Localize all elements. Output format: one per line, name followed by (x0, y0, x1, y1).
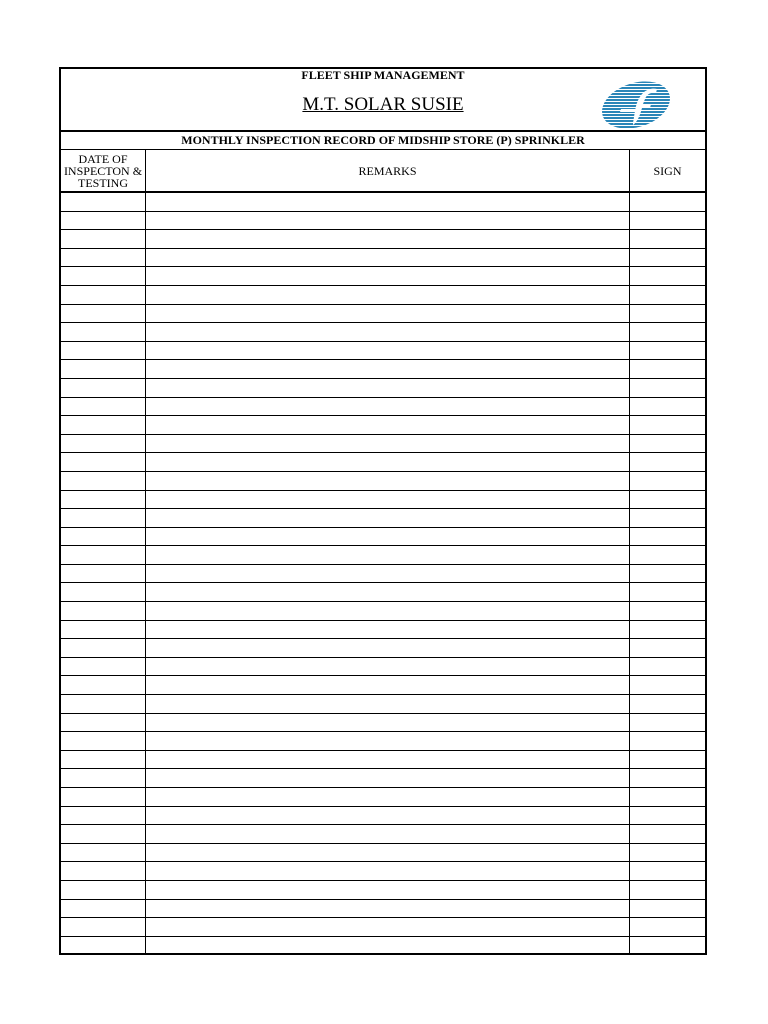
date-cell[interactable] (61, 788, 146, 806)
date-cell[interactable] (61, 267, 146, 285)
date-cell[interactable] (61, 769, 146, 787)
date-cell[interactable] (61, 881, 146, 899)
remarks-cell[interactable] (146, 844, 630, 862)
remarks-cell[interactable] (146, 751, 630, 769)
record-title: MONTHLY INSPECTION RECORD OF MIDSHIP STORE (P) SPRINKLER (61, 132, 705, 150)
remarks-cell[interactable] (146, 342, 630, 360)
table-row (61, 769, 705, 788)
date-cell[interactable] (61, 732, 146, 750)
table-row (61, 509, 705, 528)
table-row (61, 193, 705, 212)
sign-cell[interactable] (630, 286, 705, 304)
table-row (61, 342, 705, 361)
sign-cell[interactable] (630, 658, 705, 676)
date-cell[interactable] (61, 528, 146, 546)
column-header-date: DATE OF INSPECTON & TESTING (61, 150, 146, 193)
sign-cell[interactable] (630, 360, 705, 378)
date-cell[interactable] (61, 472, 146, 490)
date-cell[interactable] (61, 807, 146, 825)
date-cell[interactable] (61, 900, 146, 918)
remarks-cell[interactable] (146, 695, 630, 713)
sign-cell[interactable] (630, 732, 705, 750)
date-cell[interactable] (61, 862, 146, 880)
sign-cell[interactable] (630, 769, 705, 787)
table-row (61, 472, 705, 491)
remarks-cell[interactable] (146, 807, 630, 825)
sign-cell[interactable] (630, 621, 705, 639)
remarks-cell[interactable] (146, 305, 630, 323)
table-row (61, 881, 705, 900)
sign-cell[interactable] (630, 695, 705, 713)
company-name: FLEET SHIP MANAGEMENT (301, 68, 465, 82)
remarks-cell[interactable] (146, 230, 630, 248)
remarks-cell[interactable] (146, 379, 630, 397)
remarks-cell[interactable] (146, 602, 630, 620)
sign-cell[interactable] (630, 807, 705, 825)
sign-cell[interactable] (630, 528, 705, 546)
date-cell[interactable] (61, 398, 146, 416)
sign-cell[interactable] (630, 193, 705, 211)
remarks-cell[interactable] (146, 639, 630, 657)
remarks-cell[interactable] (146, 528, 630, 546)
record-rows (61, 193, 705, 955)
sign-cell[interactable] (630, 602, 705, 620)
table-row (61, 435, 705, 454)
sign-cell[interactable] (630, 714, 705, 732)
date-cell[interactable] (61, 360, 146, 378)
fleet-f-logo-icon (599, 79, 673, 131)
sign-cell[interactable] (630, 844, 705, 862)
remarks-cell[interactable] (146, 732, 630, 750)
table-row (61, 900, 705, 919)
inspection-record-sheet (59, 67, 707, 955)
date-cell[interactable] (61, 658, 146, 676)
column-header-remarks: REMARKS (146, 150, 630, 193)
sign-cell[interactable] (630, 342, 705, 360)
sign-cell[interactable] (630, 416, 705, 434)
date-cell[interactable] (61, 825, 146, 843)
table-row (61, 360, 705, 379)
sign-cell[interactable] (630, 435, 705, 453)
remarks-cell[interactable] (146, 769, 630, 787)
sign-cell[interactable] (630, 881, 705, 899)
sign-cell[interactable] (630, 212, 705, 230)
date-cell[interactable] (61, 751, 146, 769)
sign-cell[interactable] (630, 788, 705, 806)
sign-cell[interactable] (630, 230, 705, 248)
sign-cell[interactable] (630, 825, 705, 843)
table-row (61, 212, 705, 231)
sign-cell[interactable] (630, 305, 705, 323)
remarks-cell[interactable] (146, 491, 630, 509)
table-row (61, 230, 705, 249)
table-row (61, 249, 705, 268)
date-cell[interactable] (61, 695, 146, 713)
date-cell[interactable] (61, 583, 146, 601)
remarks-cell[interactable] (146, 435, 630, 453)
table-row (61, 937, 705, 956)
table-row (61, 602, 705, 621)
remarks-cell[interactable] (146, 249, 630, 267)
remarks-cell[interactable] (146, 881, 630, 899)
table-row (61, 844, 705, 863)
date-cell[interactable] (61, 435, 146, 453)
date-cell[interactable] (61, 453, 146, 471)
table-row (61, 695, 705, 714)
date-cell[interactable] (61, 323, 146, 341)
sign-cell[interactable] (630, 900, 705, 918)
sign-cell[interactable] (630, 862, 705, 880)
remarks-cell[interactable] (146, 937, 630, 956)
date-cell[interactable] (61, 602, 146, 620)
date-cell[interactable] (61, 342, 146, 360)
sign-cell[interactable] (630, 267, 705, 285)
date-cell[interactable] (61, 212, 146, 230)
sign-cell[interactable] (630, 472, 705, 490)
sign-cell[interactable] (630, 751, 705, 769)
table-row (61, 379, 705, 398)
remarks-cell[interactable] (146, 323, 630, 341)
date-cell[interactable] (61, 621, 146, 639)
remarks-cell[interactable] (146, 583, 630, 601)
sign-cell[interactable] (630, 509, 705, 527)
sign-cell[interactable] (630, 918, 705, 936)
remarks-cell[interactable] (146, 565, 630, 583)
remarks-cell[interactable] (146, 360, 630, 378)
table-row (61, 788, 705, 807)
date-cell[interactable] (61, 193, 146, 211)
date-cell[interactable] (61, 230, 146, 248)
sign-cell[interactable] (630, 937, 705, 956)
table-row (61, 453, 705, 472)
date-cell[interactable] (61, 491, 146, 509)
table-row (61, 807, 705, 826)
table-row (61, 658, 705, 677)
remarks-cell[interactable] (146, 472, 630, 490)
date-cell[interactable] (61, 676, 146, 694)
date-cell[interactable] (61, 509, 146, 527)
sign-cell[interactable] (630, 323, 705, 341)
table-row (61, 714, 705, 733)
remarks-cell[interactable] (146, 453, 630, 471)
table-row (61, 825, 705, 844)
table-row (61, 639, 705, 658)
table-row (61, 751, 705, 770)
table-row (61, 918, 705, 937)
table-row (61, 267, 705, 286)
remarks-cell[interactable] (146, 267, 630, 285)
table-row (61, 305, 705, 324)
remarks-cell[interactable] (146, 918, 630, 936)
remarks-cell[interactable] (146, 212, 630, 230)
table-row (61, 528, 705, 547)
table-row (61, 862, 705, 881)
remarks-cell[interactable] (146, 286, 630, 304)
date-cell[interactable] (61, 639, 146, 657)
table-row (61, 323, 705, 342)
sign-cell[interactable] (630, 639, 705, 657)
date-cell[interactable] (61, 416, 146, 434)
table-row (61, 583, 705, 602)
sign-cell[interactable] (630, 546, 705, 564)
sign-cell[interactable] (630, 491, 705, 509)
table-row (61, 621, 705, 640)
ship-name: M.T. SOLAR SUSIE (302, 94, 464, 115)
table-row (61, 398, 705, 417)
sign-cell[interactable] (630, 249, 705, 267)
remarks-cell[interactable] (146, 714, 630, 732)
remarks-cell[interactable] (146, 193, 630, 211)
remarks-cell[interactable] (146, 676, 630, 694)
sign-cell[interactable] (630, 453, 705, 471)
sign-cell[interactable] (630, 583, 705, 601)
document-header (61, 69, 705, 132)
sign-cell[interactable] (630, 565, 705, 583)
date-cell[interactable] (61, 565, 146, 583)
date-cell[interactable] (61, 305, 146, 323)
sign-cell[interactable] (630, 398, 705, 416)
remarks-cell[interactable] (146, 900, 630, 918)
table-row (61, 732, 705, 751)
table-row (61, 565, 705, 584)
table-row (61, 416, 705, 435)
date-cell[interactable] (61, 379, 146, 397)
remarks-cell[interactable] (146, 509, 630, 527)
date-cell[interactable] (61, 937, 146, 956)
remarks-cell[interactable] (146, 788, 630, 806)
date-cell[interactable] (61, 918, 146, 936)
table-row (61, 286, 705, 305)
remarks-cell[interactable] (146, 416, 630, 434)
remarks-cell[interactable] (146, 398, 630, 416)
remarks-cell[interactable] (146, 621, 630, 639)
date-cell[interactable] (61, 714, 146, 732)
date-cell[interactable] (61, 844, 146, 862)
date-cell[interactable] (61, 249, 146, 267)
date-cell[interactable] (61, 286, 146, 304)
table-row (61, 676, 705, 695)
sign-cell[interactable] (630, 379, 705, 397)
table-row (61, 546, 705, 565)
column-header-sign: SIGN (630, 150, 705, 193)
table-row (61, 491, 705, 510)
remarks-cell[interactable] (146, 658, 630, 676)
sign-cell[interactable] (630, 676, 705, 694)
remarks-cell[interactable] (146, 825, 630, 843)
date-cell[interactable] (61, 546, 146, 564)
remarks-cell[interactable] (146, 546, 630, 564)
remarks-cell[interactable] (146, 862, 630, 880)
